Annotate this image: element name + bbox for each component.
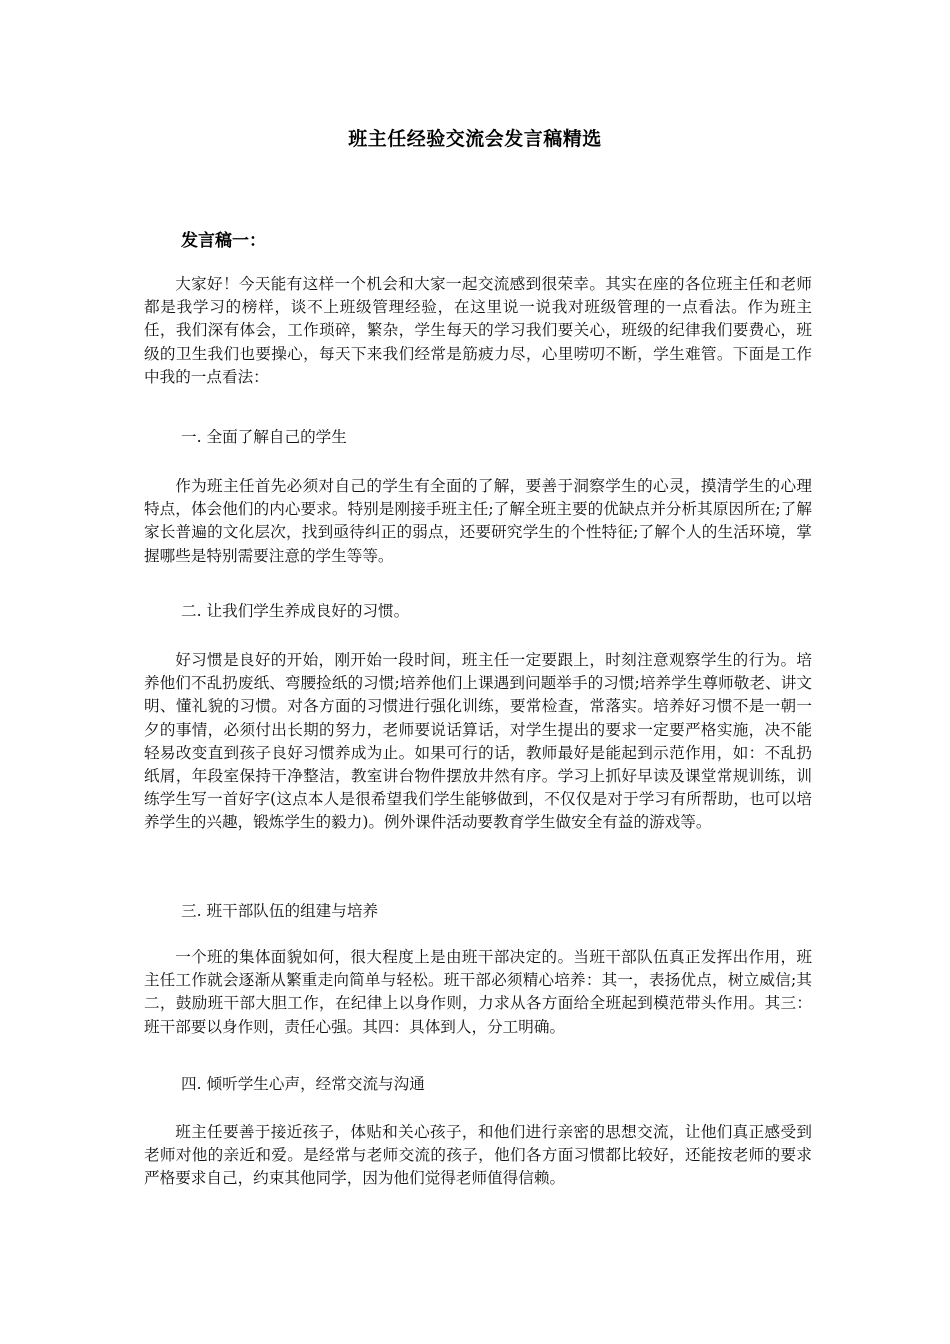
heading-2: 二. 让我们学生养成良好的习惯。	[181, 602, 410, 620]
document-title: 班主任经验交流会发言稿精选	[348, 128, 602, 150]
paragraph-intro: 大家好！今天能有这样一个机会和大家一起交流感到很荣幸。其实在座的各位班主任和老师都是我学习的榜样，谈不上班级管理经验，在这里说一说我对班级管理的一点看法。作为班主任，我们深有体会，工作琐碎，繁杂，学生每天的学习我们要关心，班级的纪律我们要费心，班级的卫生我们也要操心，每天下来我们经常是筋疲力尽，心里唠叨不断，学生难管。下面是工作中我的一点看法：	[144, 275, 812, 386]
heading-4: 四. 倾听学生心声，经常交流与沟通	[181, 1075, 425, 1093]
section-subtitle: 发言稿一：	[181, 231, 266, 251]
paragraph-3: 一个班的集体面貌如何，很大程度上是由班干部决定的。当班干部队伍真正发挥出作用，班主任工作就会逐渐从繁重走向简单与轻松。班干部必须精心培养：其一，表扬优点，树立威信;其二，鼓励班干部大胆工作，在纪律上以身作则，力求从各方面给全班起到模范带头作用。其三：班干部要以身作则，责任心强。其四：具体到人，分工明确。	[144, 948, 812, 1036]
paragraph-1: 作为班主任首先必须对自己的学生有全面的了解，要善于洞察学生的心灵，摸清学生的心理特点，体会他们的内心要求。特别是刚接手班主任;了解全班主要的优缺点并分析其原因所在;了解家长普遍的文化层次，找到亟待纠正的弱点，还要研究学生的个性特征;了解个人的生活环境，掌握哪些是特别需要注意的学生等等。	[144, 477, 812, 565]
heading-3: 三. 班干部队伍的组建与培养	[181, 902, 379, 920]
paragraph-4: 班主任要善于接近孩子，体贴和关心孩子，和他们进行亲密的思想交流，让他们真正感受到老师对他的亲近和爱。是经常与老师交流的孩子，他们各方面习惯都比较好，还能按老师的要求严格要求自己，约束其他同学，因为他们觉得老师值得信赖。	[144, 1123, 812, 1188]
heading-1: 一. 全面了解自己的学生	[181, 428, 347, 446]
paragraph-2: 好习惯是良好的开始，刚开始一段时间，班主任一定要跟上，时刻注意观察学生的行为。培养他们不乱扔废纸、弯腰捡纸的习惯;培养他们上课遇到问题举手的习惯;培养学生尊师敬老、讲文明、懂礼貌的习惯。对各方面的习惯进行强化训练，要常检查，常落实。培养好习惯不是一朝一夕的事情，必须付出长期的努力，老师要说话算话，对学生提出的要求一定要严格实施，决不能轻易改变直到孩子良好习惯养成为止。如果可行的话，教师最好是能起到示范作用，如：不乱扔纸屑，年段室保持干净整洁，教室讲台物件摆放井然有序。学习上抓好早读及课堂常规训练，训练学生写一首好字(这点本人是很希望我们学生能够做到，不仅仅是对于学习有所帮助，也可以培养学生的兴趣，锻炼学生的毅力)。例外课件活动要教育学生做安全有益的游戏等。	[144, 651, 812, 832]
